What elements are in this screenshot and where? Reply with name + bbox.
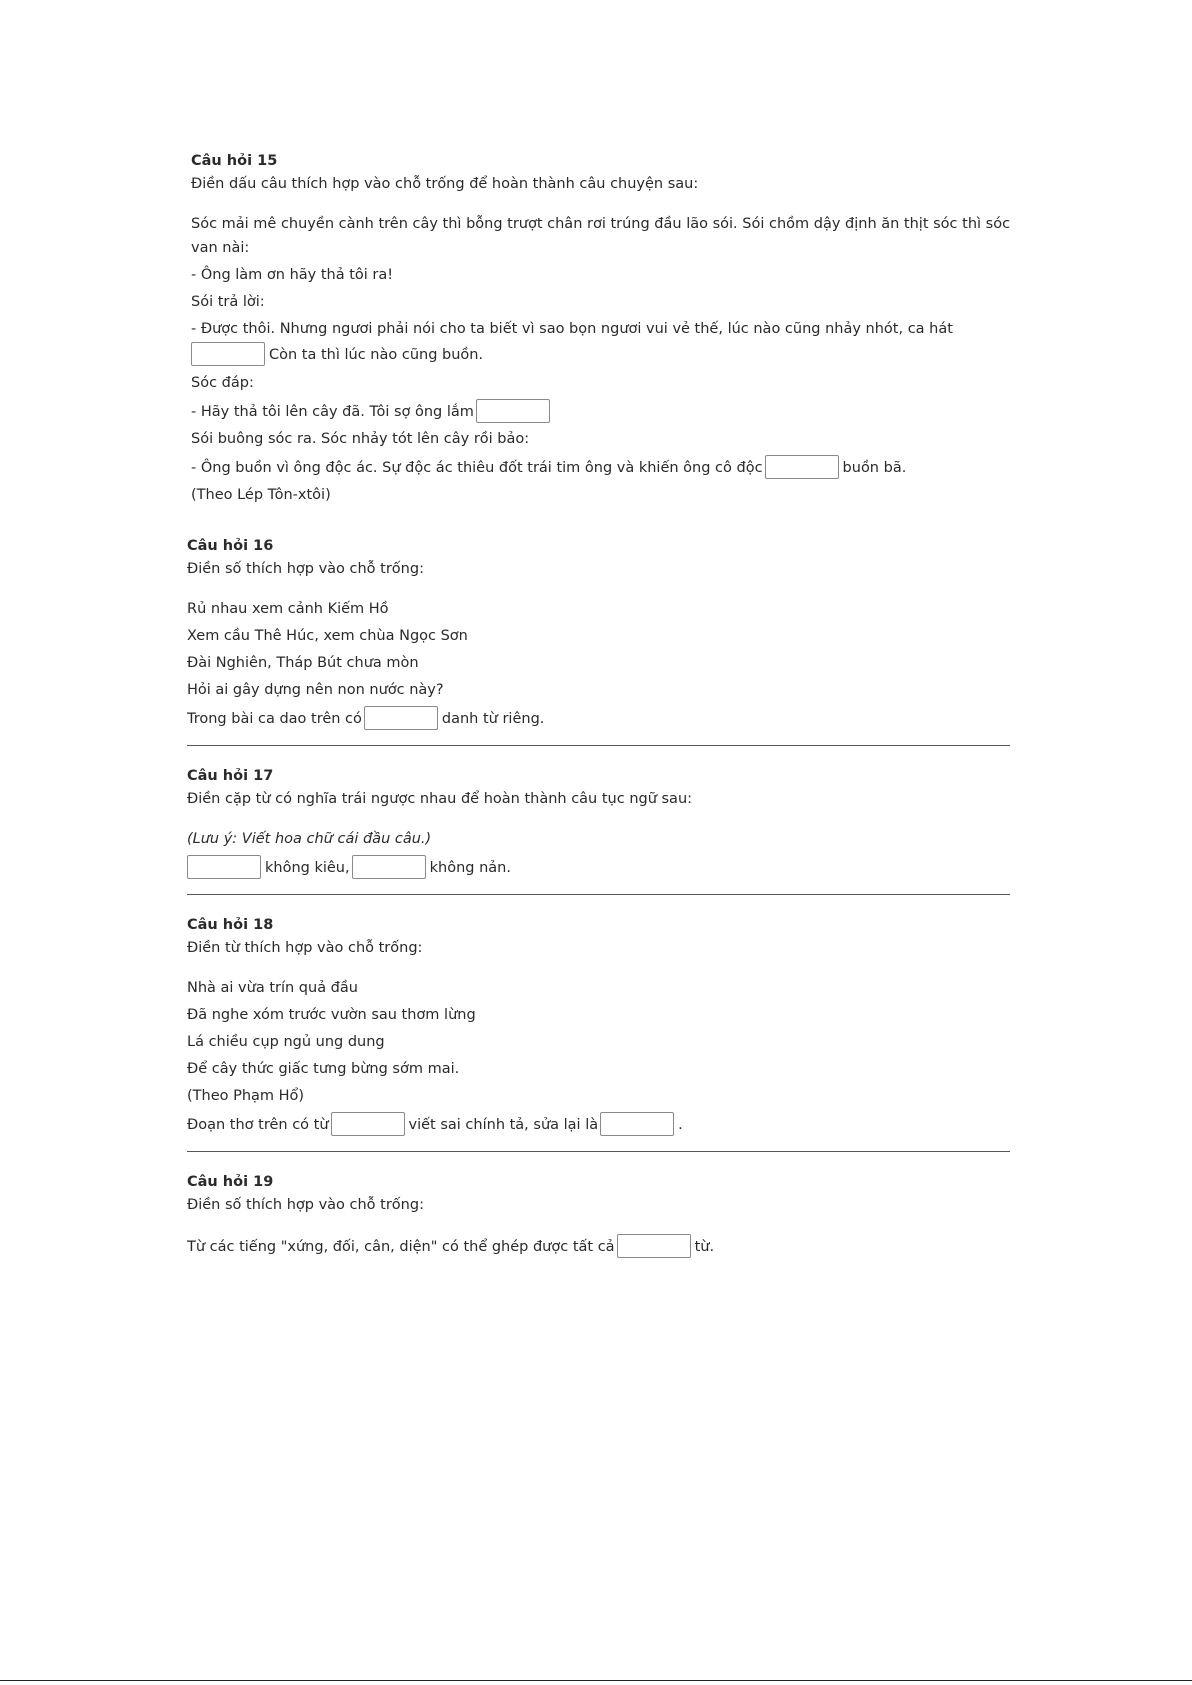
divider [187, 1151, 1010, 1152]
question-instruction: Điền từ thích hợp vào chỗ trống: [187, 940, 423, 956]
story-source: (Theo Lép Tôn-xtôi) [191, 487, 331, 503]
poem-line: Hỏi ai gây dựng nên non nước này? [187, 682, 444, 698]
answer-blank[interactable] [191, 342, 265, 366]
question-title: Câu hỏi 19 [187, 1174, 274, 1190]
question-title: Câu hỏi 18 [187, 917, 274, 933]
story-line: Còn ta thì lúc nào cũng buồn. [191, 343, 483, 367]
story-line: - Ông làm ơn hãy thả tôi ra! [191, 267, 394, 283]
story-line: - Ông buồn vì ông độc ác. Sự độc ác thiêu đốt trái tim ông và khiến ông cô độc buồn bã. [191, 456, 906, 480]
answer-blank[interactable] [364, 706, 438, 730]
story-line: - Hãy thả tôi lên cây đã. Tôi sợ ông lắm [191, 400, 554, 424]
question-instruction: Điền cặp từ có nghĩa trái ngược nhau để hoàn thành câu tục ngữ sau: [187, 791, 693, 807]
question-line: Đoạn thơ trên có từ viết sai chính tả, sửa lại là . [187, 1113, 683, 1137]
story-line: - Được thôi. Nhưng ngươi phải nói cho ta biết vì sao bọn ngươi vui vẻ thế, lúc nào cũng nhảy nhót, ca hát [191, 321, 953, 337]
divider [187, 894, 1010, 895]
poem-line: Đã nghe xóm trước vườn sau thơm lừng [187, 1007, 476, 1023]
question-line: không kiêu, không nản. [187, 856, 511, 880]
question-instruction: Điền số thích hợp vào chỗ trống: [187, 561, 424, 577]
poem-line: Rủ nhau xem cảnh Kiếm Hồ [187, 601, 389, 617]
story-line: Sóc đáp: [191, 375, 254, 391]
question-note: (Lưu ý: Viết hoa chữ cái đầu câu.) [187, 831, 432, 847]
divider [187, 745, 1010, 746]
story-line: Sói trả lời: [191, 294, 265, 310]
question-instruction: Điền số thích hợp vào chỗ trống: [187, 1197, 424, 1213]
poem-line: Đài Nghiên, Tháp Bút chưa mòn [187, 655, 419, 671]
question-line: Trong bài ca dao trên có danh từ riêng. [187, 707, 544, 731]
question-line: Từ các tiếng "xứng, đối, cân, diện" có thể ghép được tất cả từ. [187, 1235, 714, 1259]
answer-blank[interactable] [617, 1234, 691, 1258]
answer-blank[interactable] [765, 455, 839, 479]
story-line: Sói buông sóc ra. Sóc nhảy tót lên cây rồi bảo: [191, 431, 530, 447]
poem-source: (Theo Phạm Hổ) [187, 1088, 305, 1104]
story-line: Sóc mải mê chuyền cành trên cây thì bỗng trượt chân rơi trúng đầu lão sói. Sói chồm dậy định ăn thịt sóc thì sóc [191, 216, 1011, 232]
answer-blank[interactable] [352, 855, 426, 879]
answer-blank[interactable] [476, 399, 550, 423]
answer-blank[interactable] [600, 1112, 674, 1136]
poem-line: Lá chiều cụp ngủ ung dung [187, 1034, 385, 1050]
question-title: Câu hỏi 16 [187, 538, 274, 554]
question-title: Câu hỏi 15 [191, 153, 278, 169]
poem-line: Xem cầu Thê Húc, xem chùa Ngọc Sơn [187, 628, 468, 644]
poem-line: Nhà ai vừa trín quả đầu [187, 980, 358, 996]
poem-line: Để cây thức giấc tưng bừng sớm mai. [187, 1061, 460, 1077]
answer-blank[interactable] [331, 1112, 405, 1136]
question-title: Câu hỏi 17 [187, 768, 274, 784]
story-line: van nài: [191, 240, 250, 256]
question-instruction: Điền dấu câu thích hợp vào chỗ trống để hoàn thành câu chuyện sau: [191, 176, 699, 192]
answer-blank[interactable] [187, 855, 261, 879]
page-bottom-rule [0, 1680, 1192, 1681]
